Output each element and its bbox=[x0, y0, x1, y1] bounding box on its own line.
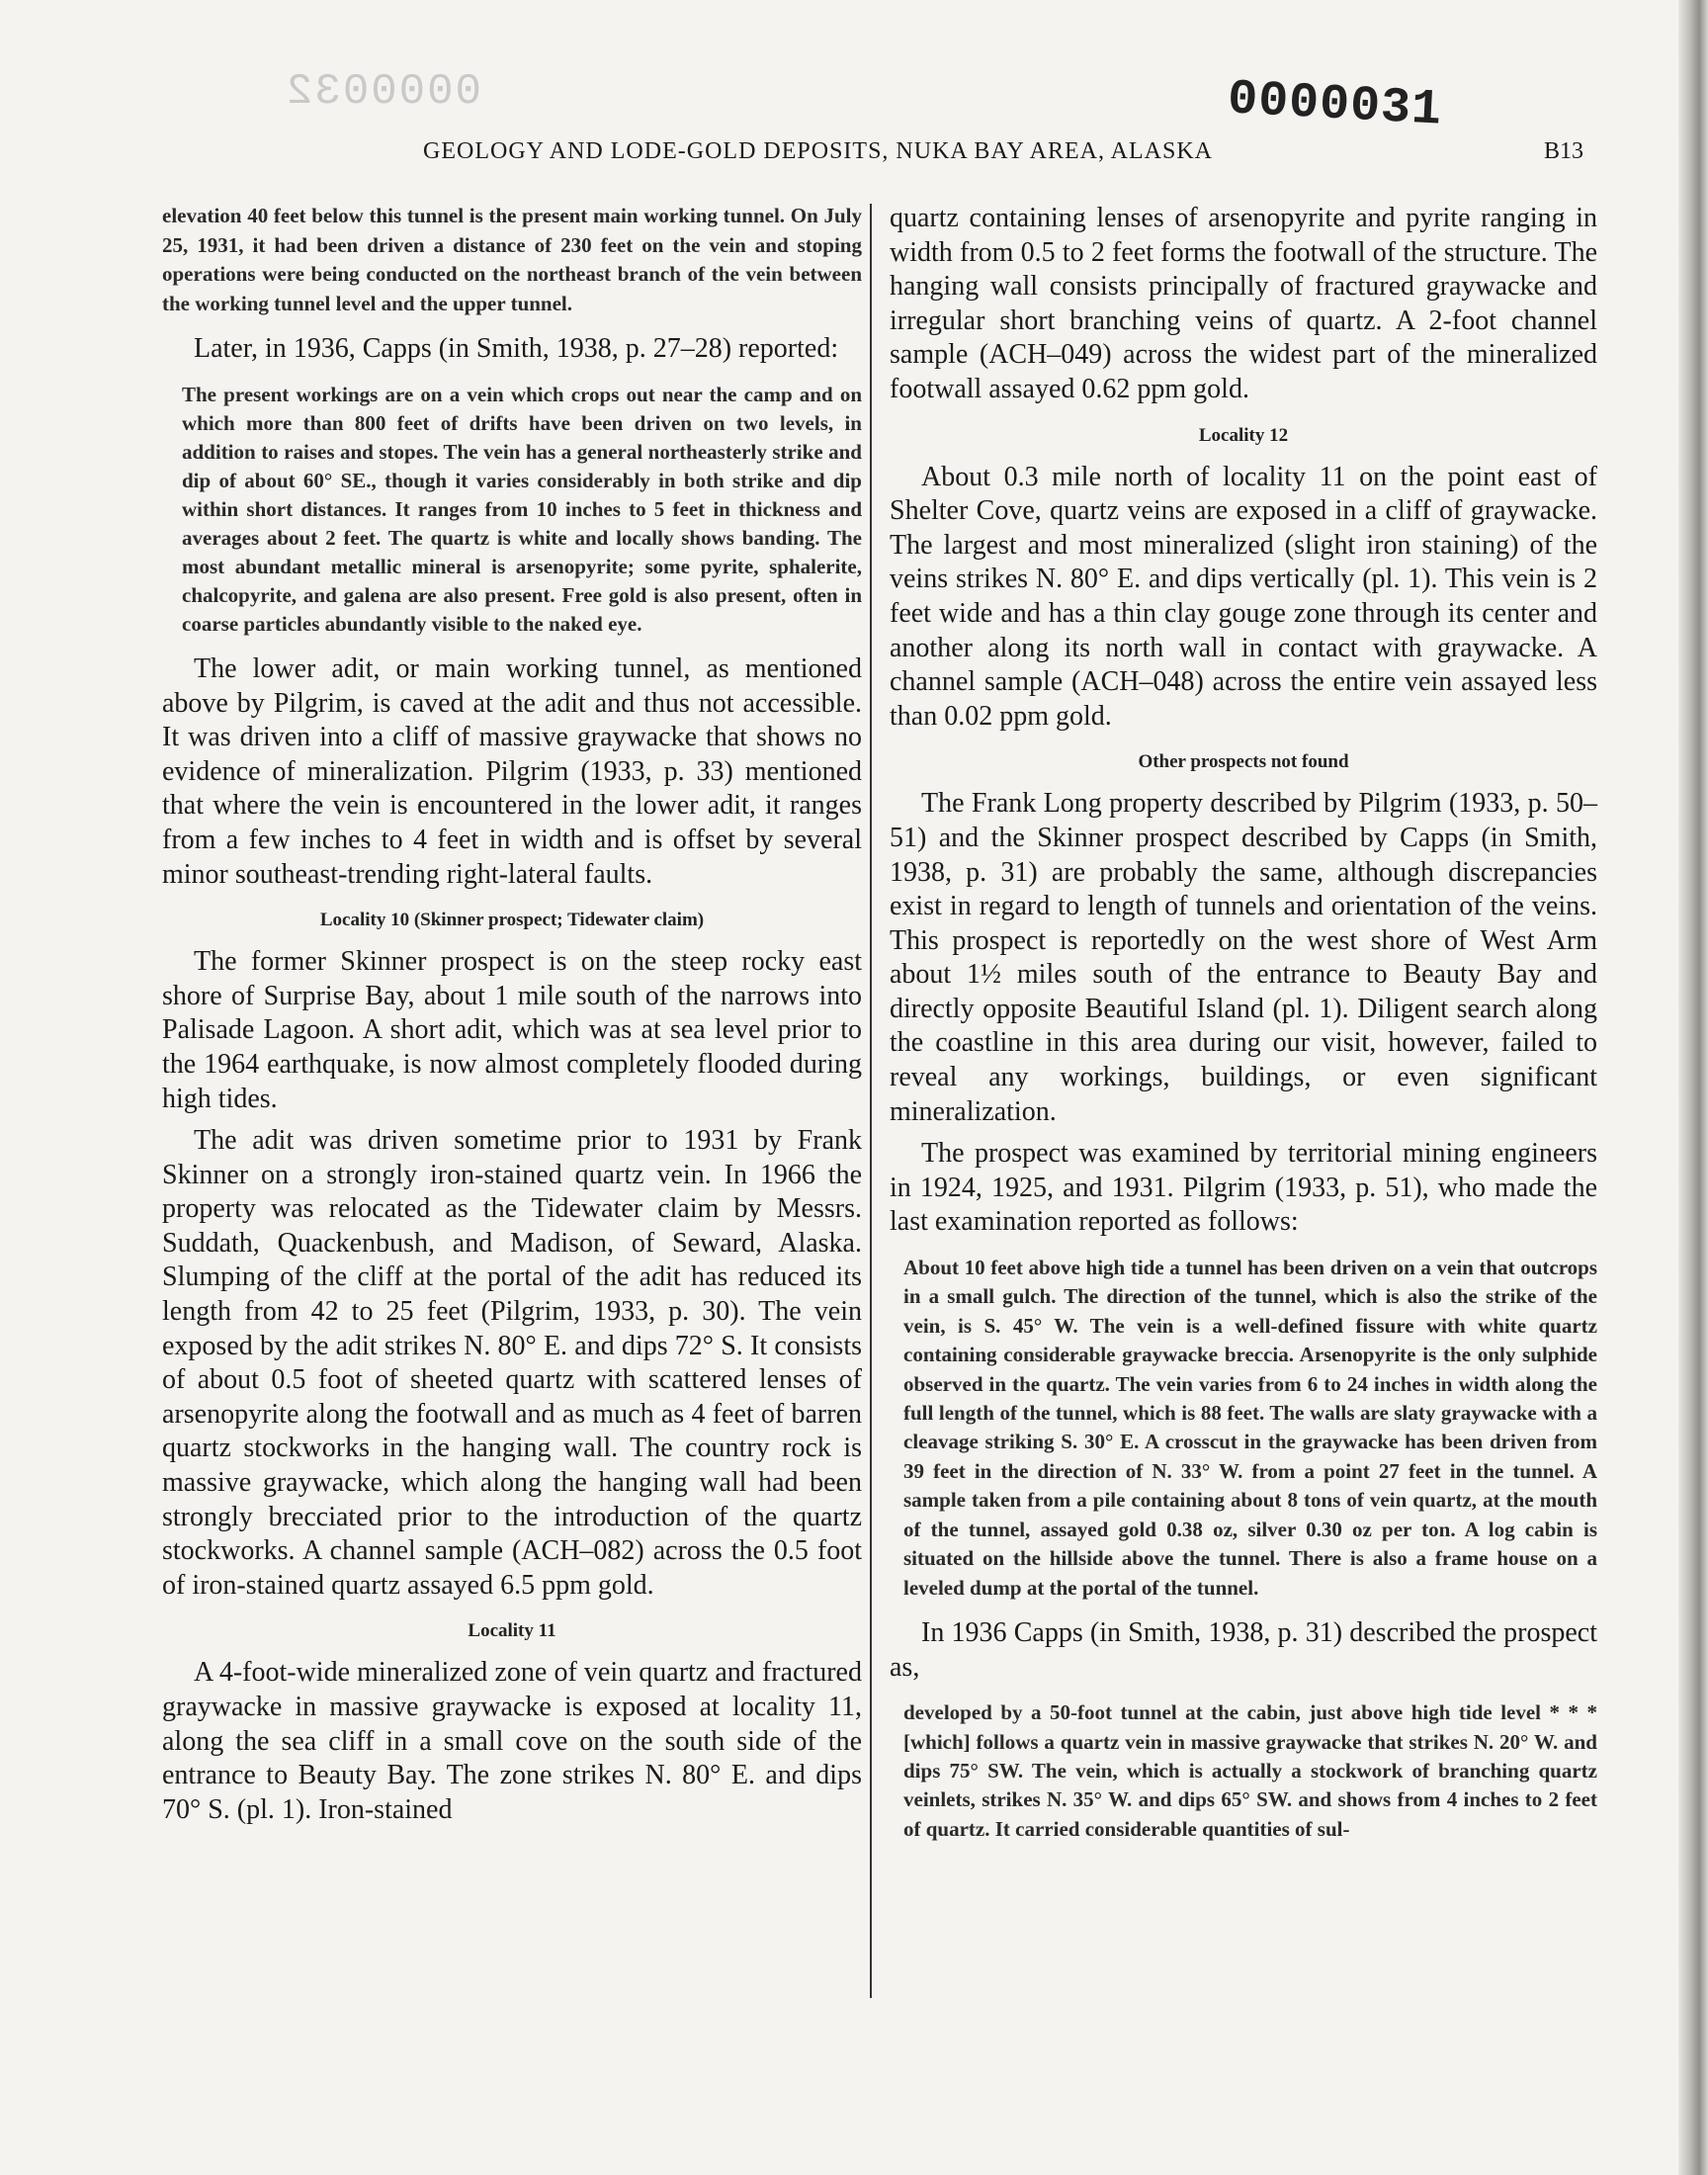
scan-edge-shadow bbox=[1678, 0, 1708, 2175]
section-heading: Locality 10 (Skinner prospect; Tidewater claim) bbox=[319, 910, 705, 931]
block-quote: About 10 feet above high tide a tunnel has been driven on a vein that outcrops in a small gulch. The direction of the tunnel, which is also the strike of the vein, is S. 45° W. The vein is a well-defined fissure with white quartz containing considerable graywacke breccia. Arsenopyrite is the only sulphide observed in the quartz. The vein varies from 6 to 24 inches in width along the full length of the tunnel, which is 88 feet. The walls are slaty graywacke with a cleavage striking S. 30° E. A crosscut in the graywacke has been driven from 39 feet in the direction of N. 33° W. from a point 27 feet in the tunnel. A sample taken from a pile containing about 8 tons of vein quartz, at the mouth of the tunnel, assayed gold 0.38 oz, silver 0.30 oz per ton. A log cabin is situated on the hillside above the tunnel. There is also a frame house on a leveled dump at the portal of the tunnel. bbox=[903, 1256, 1597, 1600]
paragraph: The former Skinner prospect is on the steep rocky east shore of Surprise Bay, about 1 mile south of the narrows into Palisade Lagoon. A short adit, which was at sea level prior to the 1964 earthquake, is now almost completely flooded during high tides. bbox=[162, 946, 862, 1114]
paragraph: About 0.3 mile north of locality 11 on the point east of Shelter Cove, quartz veins are exposed in a cliff of graywacke. The largest and most mineralized (slight iron staining) of the veins strikes N. 80° E. and dips vertically (pl. 1). This vein is 2 feet wide and has a thin clay gouge zone through its center and another along its north wall in contact with graywacke. A channel sample (ACH–048) across the entire vein assayed less than 0.02 ppm gold. bbox=[890, 461, 1597, 732]
left-column bbox=[162, 202, 862, 1827]
paragraph: Later, in 1936, Capps (in Smith, 1938, p. 27–28) reported: bbox=[194, 333, 839, 365]
paragraph: elevation 40 feet below this tunnel is the present main working tunnel. On July 25, 1931, it had been driven a distance of 230 feet on the vein and stoping operations were being conducted on the northeast branch of the vein between the working tunnel level and the upper tunnel. bbox=[162, 204, 862, 315]
block-quote: developed by a 50-foot tunnel at the cabin, just above high tide level * * * [which] follows a quartz vein in massive graywacke that strikes N. 20° W. and dips 75° SW. The vein, which is actually a stockwork of branching quartz veinlets, strikes N. 35° W. and dips 65° SW. and shows from 4 inches to 2 feet of quartz. It carried considerable quantities of sul- bbox=[903, 1700, 1597, 1841]
right-column bbox=[890, 202, 1597, 1844]
paragraph: quartz containing lenses of arsenopyrite and pyrite ranging in width from 0.5 to 2 feet forms the footwall of the structure. The hanging wall consists principally of fractured graywacke and irregular short branching veins of quartz. A 2-foot channel sample (ACH–049) across the widest part of the mineralized footwall assayed 0.62 ppm gold. bbox=[890, 203, 1597, 404]
faded-page-stamp: 0000032 bbox=[285, 67, 481, 117]
paragraph: The lower adit, or main working tunnel, as mentioned above by Pilgrim, is caved at the adit and thus not accessible. It was driven into a cliff of massive graywacke that shows no evidence of mineralization. Pilgrim (1933, p. 33) mentioned that where the vein is encountered in the lower adit, it ranges from a few inches to 4 feet in width and is offset by several minor southeast-trending right-lateral faults. bbox=[162, 652, 862, 890]
paragraph: The prospect was examined by territorial mining engineers in 1924, 1925, and 1931. Pilgrim (1933, p. 51), who made the last examination reported as follows: bbox=[890, 1138, 1597, 1238]
page-number: B13 bbox=[1544, 138, 1584, 164]
section-heading: Other prospects not found bbox=[1138, 751, 1349, 773]
running-title: GEOLOGY AND LODE-GOLD DEPOSITS, NUKA BAY AREA, ALASKA bbox=[423, 138, 1214, 164]
paragraph: In 1936 Capps (in Smith, 1938, p. 31) described the prospect as, bbox=[890, 1616, 1597, 1683]
page-stamp: 0000031 bbox=[1226, 71, 1444, 139]
paragraph: The adit was driven sometime prior to 1931 by Frank Skinner on a strongly iron-stained quartz vein. In 1966 the property was relocated as the Tidewater claim by Messrs. Suddath, Quackenbush, and Madison, of Seward, Alaska. Slumping of the cliff at the portal of the adit has reduced its length from 42 to 25 feet (Pilgrim, 1933, p. 30). The vein exposed by the adit strikes N. 80° E. and dips 72° S. It consists of about 0.5 foot of sheeted quartz with scattered lenses of arsenopyrite along the footwall and as much as 4 feet of barren quartz stockworks in the hanging wall. The country rock is massive graywacke, which along the hanging wall had been strongly brecciated prior to the introduction of the quartz stockworks. A channel sample (ACH–082) across the 0.5 foot of iron-stained quartz assayed 6.5 ppm gold. bbox=[162, 1125, 862, 1601]
paragraph: A 4-foot-wide mineralized zone of vein quartz and fractured graywacke in massive graywacke is exposed at locality 11, along the sea cliff in a small cove on the south side of the entrance to Beauty Bay. The zone strikes N. 80° E. and dips 70° S. (pl. 1). Iron-stained bbox=[162, 1657, 862, 1825]
section-heading: Locality 11 bbox=[468, 1620, 556, 1642]
block-quote: The present workings are on a vein which crops out near the camp and on which more than 800 feet of drifts have been driven on two levels, in addition to raises and stopes. The vein has a general northeasterly strike and dip of about 60° SE., though it varies considerably in both strike and dip within short distances. It ranges from 10 inches to 5 feet in thickness and averages about 2 feet. The quartz is white and locally shows banding. The most abundant metallic mineral is arsenopyrite; some pyrite, sphalerite, chalcopyrite, and galena are also present. Free gold is also present, often in coarse particles abundantly visible to the naked eye. bbox=[182, 382, 862, 636]
paragraph: The Frank Long property described by Pilgrim (1933, p. 50–51) and the Skinner prospect described by Capps (in Smith, 1938, p. 31) are probably the same, although discrepancies exist in regard to length of tunnels and orientation of the veins. This prospect is reportedly on the west shore of West Arm about 1½ miles south of the entrance to Beauty Bay and directly opposite Beautiful Island (pl. 1). Diligent search along the coastline in this area during our visit, however, failed to reveal any workings, buildings, or even significant mineralization. bbox=[890, 788, 1597, 1127]
column-divider bbox=[870, 204, 872, 1998]
section-heading: Locality 12 bbox=[1198, 424, 1289, 446]
